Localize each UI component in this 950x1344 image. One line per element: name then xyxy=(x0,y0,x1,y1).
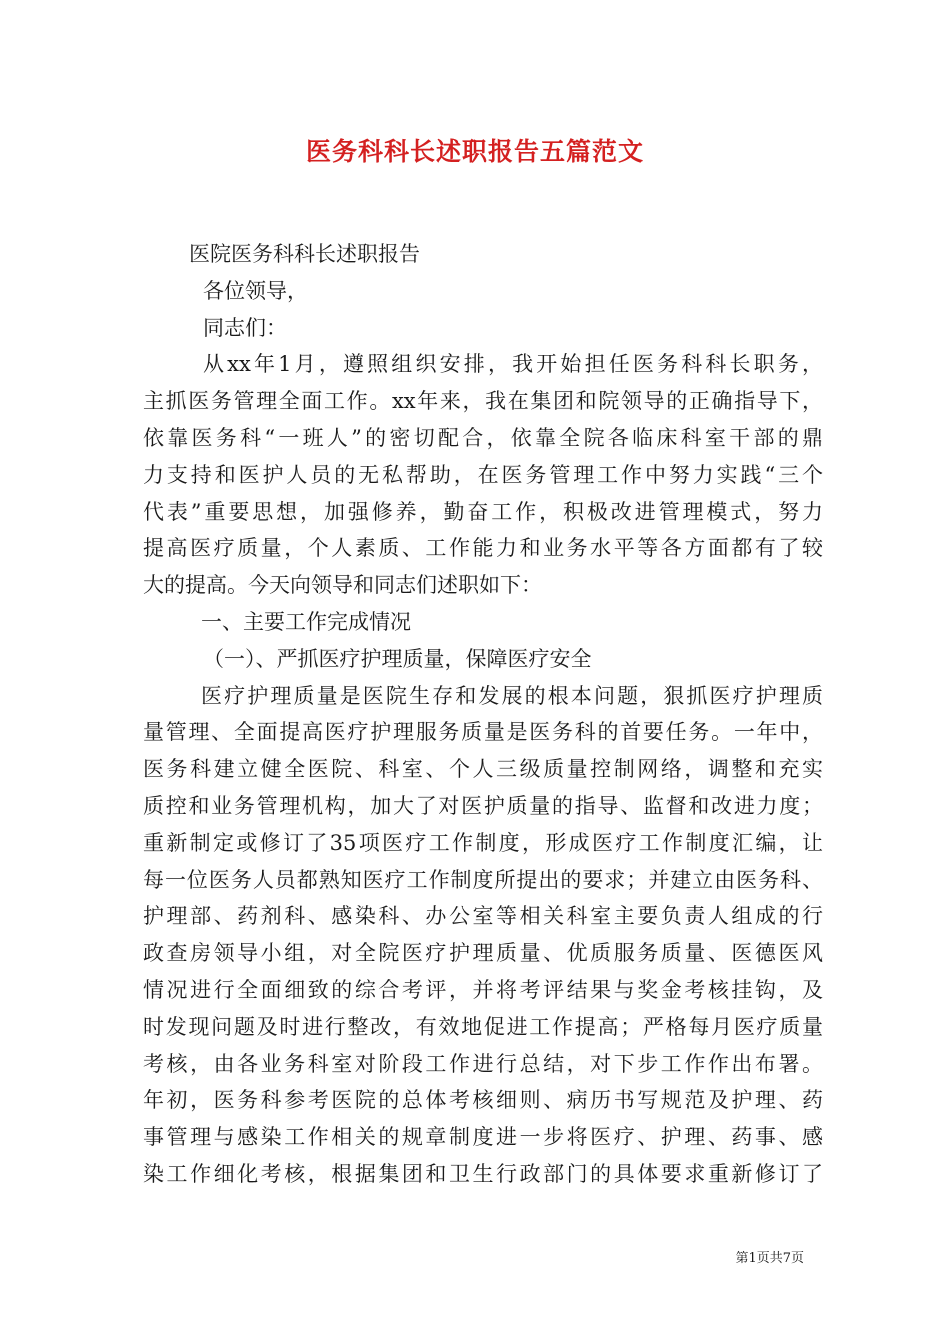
paragraph-line: 年初，医务科参考医院的总体考核细则、病历书写规范及护理、药 xyxy=(143,1088,823,1113)
section-heading: 一、主要工作完成情况 xyxy=(201,609,411,634)
greeting-comrades: 同志们： xyxy=(203,315,287,340)
paragraph-line: 护理部、药剂科、感染科、办公室等相关科室主要负责人组成的行 xyxy=(143,904,823,929)
paragraph-line: 量管理、全面提高医疗护理服务质量是医务科的首要任务。一年中， xyxy=(143,720,823,745)
paragraph-line: 医务科建立健全医院、科室、个人三级质量控制网络，调整和充实 xyxy=(143,757,823,782)
paragraph-line: 情况进行全面细致的综合考评，并将考评结果与奖金考核挂钩，及 xyxy=(143,977,823,1002)
paragraph-line: 染工作细化考核，根据集团和卫生行政部门的具体要求重新修订了 xyxy=(143,1161,823,1186)
paragraph-line: 重新制定或修订了35项医疗工作制度，形成医疗工作制度汇编，让 xyxy=(143,830,823,855)
subsection-heading: （一）、严抓医疗护理质量，保障医疗安全 xyxy=(203,646,592,671)
paragraph-line: 医疗护理质量是医院生存和发展的根本问题，狠抓医疗护理质 xyxy=(201,683,823,708)
paragraph-line: 力支持和医护人员的无私帮助，在医务管理工作中努力实践“三个 xyxy=(143,462,823,487)
paragraph-line: 代表”重要思想，加强修养，勤奋工作，积极改进管理模式，努力 xyxy=(143,499,823,524)
paragraph-line: 质控和业务管理机构，加大了对医护质量的指导、监督和改进力度； xyxy=(143,793,823,818)
paragraph-line: 时发现问题及时进行整改，有效地促进工作提高；严格每月医疗质量 xyxy=(143,1014,823,1039)
paragraph-line: 提高医疗质量，个人素质、工作能力和业务水平等各方面都有了较 xyxy=(143,536,823,561)
paragraph-line: 从xx年1月，遵照组织安排，我开始担任医务科科长职务， xyxy=(203,352,823,377)
intro-paragraph xyxy=(143,346,823,604)
page-number: 第1页共7页 xyxy=(735,1251,804,1266)
report-heading: 医院医务科科长述职报告 xyxy=(189,242,420,266)
paragraph-line: 事管理与感染工作相关的规章制度进一步将医疗、护理、药事、感 xyxy=(143,1125,823,1150)
document-body xyxy=(143,236,823,1193)
body-paragraph xyxy=(143,678,823,1193)
paragraph-line: 政查房领导小组，对全院医疗护理质量、优质服务质量、医德医风 xyxy=(143,941,823,966)
paragraph-line: 每一位医务人员都熟知医疗工作制度所提出的要求；并建立由医务科、 xyxy=(143,867,823,892)
paragraph-line: 考核，由各业务科室对阶段工作进行总结，对下步工作作出布署。 xyxy=(143,1051,823,1076)
paragraph-line: 主抓医务管理全面工作。xx年来，我在集团和院领导的正确指导下， xyxy=(143,389,823,414)
greeting-leaders: 各位领导， xyxy=(203,278,308,303)
paragraph-line: 大的提高。今天向领导和同志们述职如下： xyxy=(143,573,542,598)
paragraph-line: 依靠医务科“一班人”的密切配合，依靠全院各临床科室干部的鼎 xyxy=(143,425,823,450)
page-title: 医务科科长述职报告五篇范文 xyxy=(305,137,644,166)
